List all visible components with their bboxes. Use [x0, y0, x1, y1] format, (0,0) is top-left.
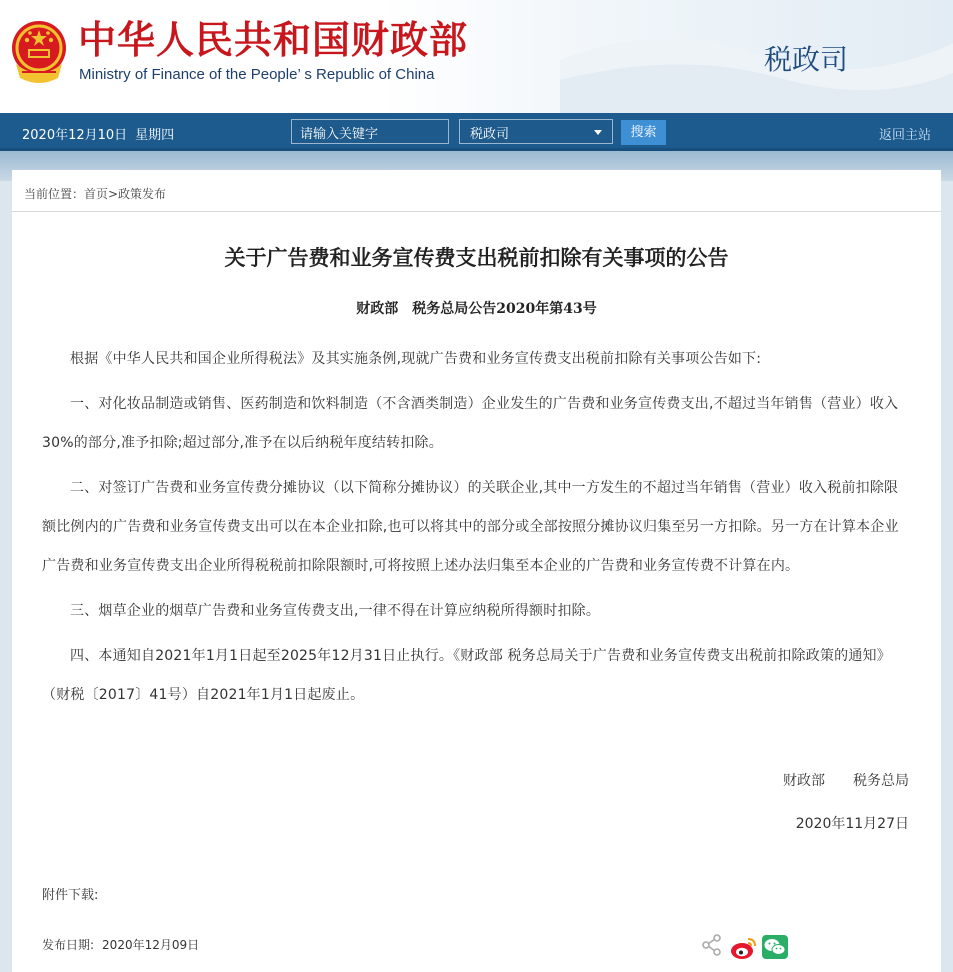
share-bar	[700, 933, 800, 963]
national-emblem-icon	[8, 18, 70, 84]
publish-label: 发布日期:	[42, 938, 95, 952]
article-title: 关于广告费和业务宣传费支出税前扣除有关事项的公告	[224, 246, 729, 270]
department-name: 税政司	[764, 43, 849, 76]
search-button[interactable]: 搜索	[621, 120, 666, 145]
wechat-icon[interactable]	[762, 935, 788, 959]
date-text: 2020年12月10日	[22, 128, 128, 143]
publish-date	[42, 936, 199, 953]
signature	[783, 770, 909, 790]
breadcrumb[interactable]: 当前位置：首页>政策发布	[24, 187, 167, 201]
document-number	[12, 298, 941, 318]
paragraph: 根据《中华人民共和国企业所得税法》及其实施条例,现就广告费和业务宣传费支出税前扣除有关事项公告如下:	[70, 351, 762, 367]
doc-no: 税务总局公告2020年第43号	[412, 301, 597, 317]
paragraph: 三、烟草企业的烟草广告费和业务宣传费支出,一律不得在计算应纳税所得额时扣除。	[70, 603, 601, 619]
divider	[12, 211, 941, 212]
ministry-name-cn[interactable]: 中华人民共和国财政部	[78, 18, 469, 62]
chevron-down-icon	[594, 130, 602, 135]
search-input[interactable]: 请输入关键字	[291, 119, 449, 144]
department-select[interactable]	[459, 119, 613, 144]
site-header	[0, 0, 953, 113]
home-link[interactable]: 返回主站	[878, 128, 931, 143]
paragraph: 二、对签订广告费和业务宣传费分摊协议（以下简称分摊协议）的关联企业,其中一方发生的不超过当年销售（营业）收入税前扣除限额比例内的广告费和业务宣传费支出可以在本企业扣除,也可以将其中的部分或全部按照分摊协议归集至另一方扣除。另一方在计算本企业广告费和业务宣传费支出企业所得税税前扣除限额时,可将按照上述办法归集至本企业的广告费和业务宣传费不计算在内。	[42, 480, 899, 574]
nav-bar	[0, 113, 953, 151]
paragraph: 四、本通知自2021年1月1日起至2025年12月31日止执行。《财政部 税务总局关于广告费和业务宣传费支出税前扣除政策的通知》（财税〔2017〕41号）自2021年1月1日起废止。	[42, 648, 891, 703]
ministry-name-en[interactable]: Ministry of Finance of the People’ s Republic of China	[79, 66, 435, 83]
share-icon[interactable]	[700, 933, 724, 957]
attachment-label: 附件下载:	[42, 888, 99, 903]
publish-date-value: 2020年12月09日	[102, 938, 200, 952]
weekday-text: 星期四	[135, 128, 175, 143]
signature-sat: 税务总局	[853, 773, 909, 789]
paragraph: 一、对化妆品制造或销售、医药制造和饮料制造（不含酒类制造）企业发生的广告费和业务宣传费支出,不超过当年销售（营业）收入30%的部分,准予扣除;超过部分,准予在以后纳税年度结转扣除。	[42, 396, 899, 451]
signature-mof: 财政部	[783, 773, 825, 789]
issuer: 财政部	[356, 301, 399, 317]
current-date	[22, 124, 174, 143]
weibo-icon[interactable]	[730, 935, 758, 961]
select-value: 税政司	[470, 127, 510, 142]
content-card	[12, 170, 941, 972]
article-body	[42, 340, 910, 721]
header-wave-decoration	[560, 0, 953, 113]
sign-date: 2020年11月27日	[795, 816, 909, 832]
